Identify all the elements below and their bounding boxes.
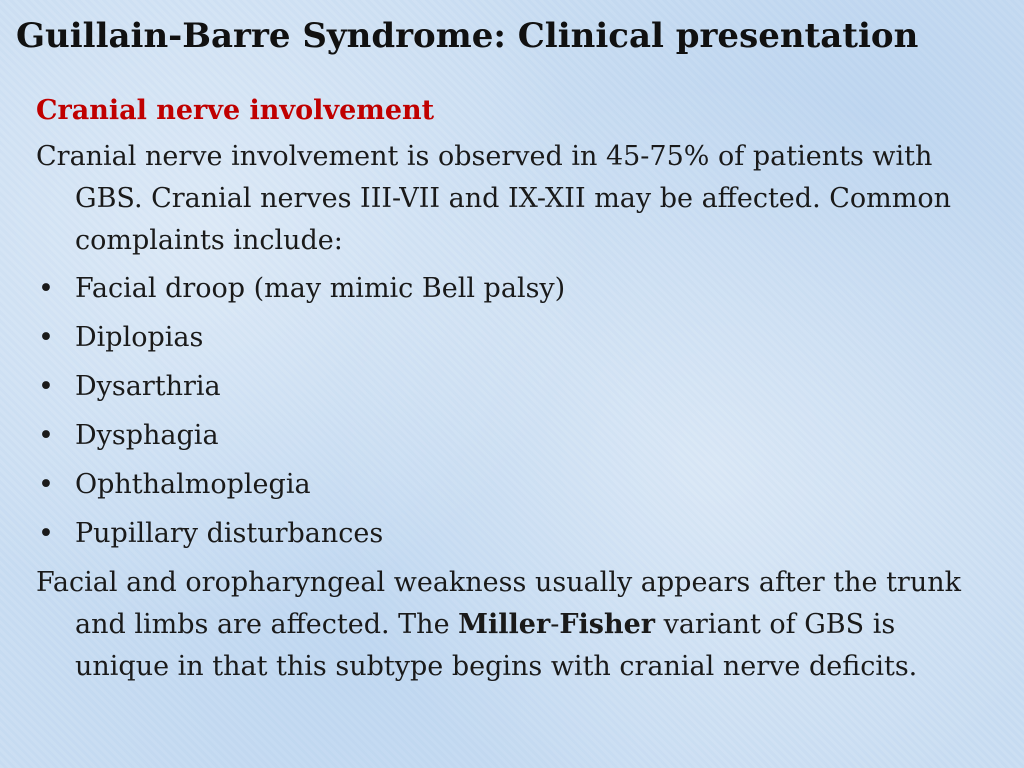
complaints-list <box>36 268 996 555</box>
intro-paragraph: Cranial nerve involvement is observed in 45-75% of patients with GBS. Cranial nerves III-VII and IX-XII may be affected. Common complaints include: <box>36 141 951 256</box>
bullet-icon: • <box>38 469 54 500</box>
list-item-text: Facial droop (may mimic Bell palsy) <box>75 273 566 304</box>
subheading: Cranial nerve involvement <box>36 95 435 126</box>
closing-text-1: Facial and oropharyngeal weakness usually appears after the trunk and limbs are affected. The <box>36 567 961 640</box>
list-item <box>36 317 996 359</box>
closing-text-2: variant of GBS is unique in that this subtype begins with cranial nerve deficits. <box>75 609 918 682</box>
dash-text: - <box>550 609 560 640</box>
bullet-icon: • <box>38 371 54 402</box>
bullet-icon: • <box>38 273 54 304</box>
list-item-text: Ophthalmoplegia <box>75 469 311 500</box>
list-item-text: Pupillary disturbances <box>75 518 384 549</box>
list-item <box>36 464 996 506</box>
slide-body <box>36 90 996 688</box>
bullet-icon: • <box>38 518 54 549</box>
miller-term: Miller <box>458 609 551 640</box>
bullet-icon: • <box>38 420 54 451</box>
list-item <box>36 513 996 555</box>
closing-paragraph <box>36 562 996 688</box>
list-item-text: Dysphagia <box>75 420 219 451</box>
list-item <box>36 268 996 310</box>
list-item-text: Diplopias <box>75 322 204 353</box>
list-item <box>36 415 996 457</box>
fisher-term: Fisher <box>559 609 655 640</box>
list-item <box>36 366 996 408</box>
bullet-icon: • <box>38 322 54 353</box>
list-item-text: Dysarthria <box>75 371 221 402</box>
slide-title: Guillain-Barre Syndrome: Clinical presentation <box>16 16 919 56</box>
